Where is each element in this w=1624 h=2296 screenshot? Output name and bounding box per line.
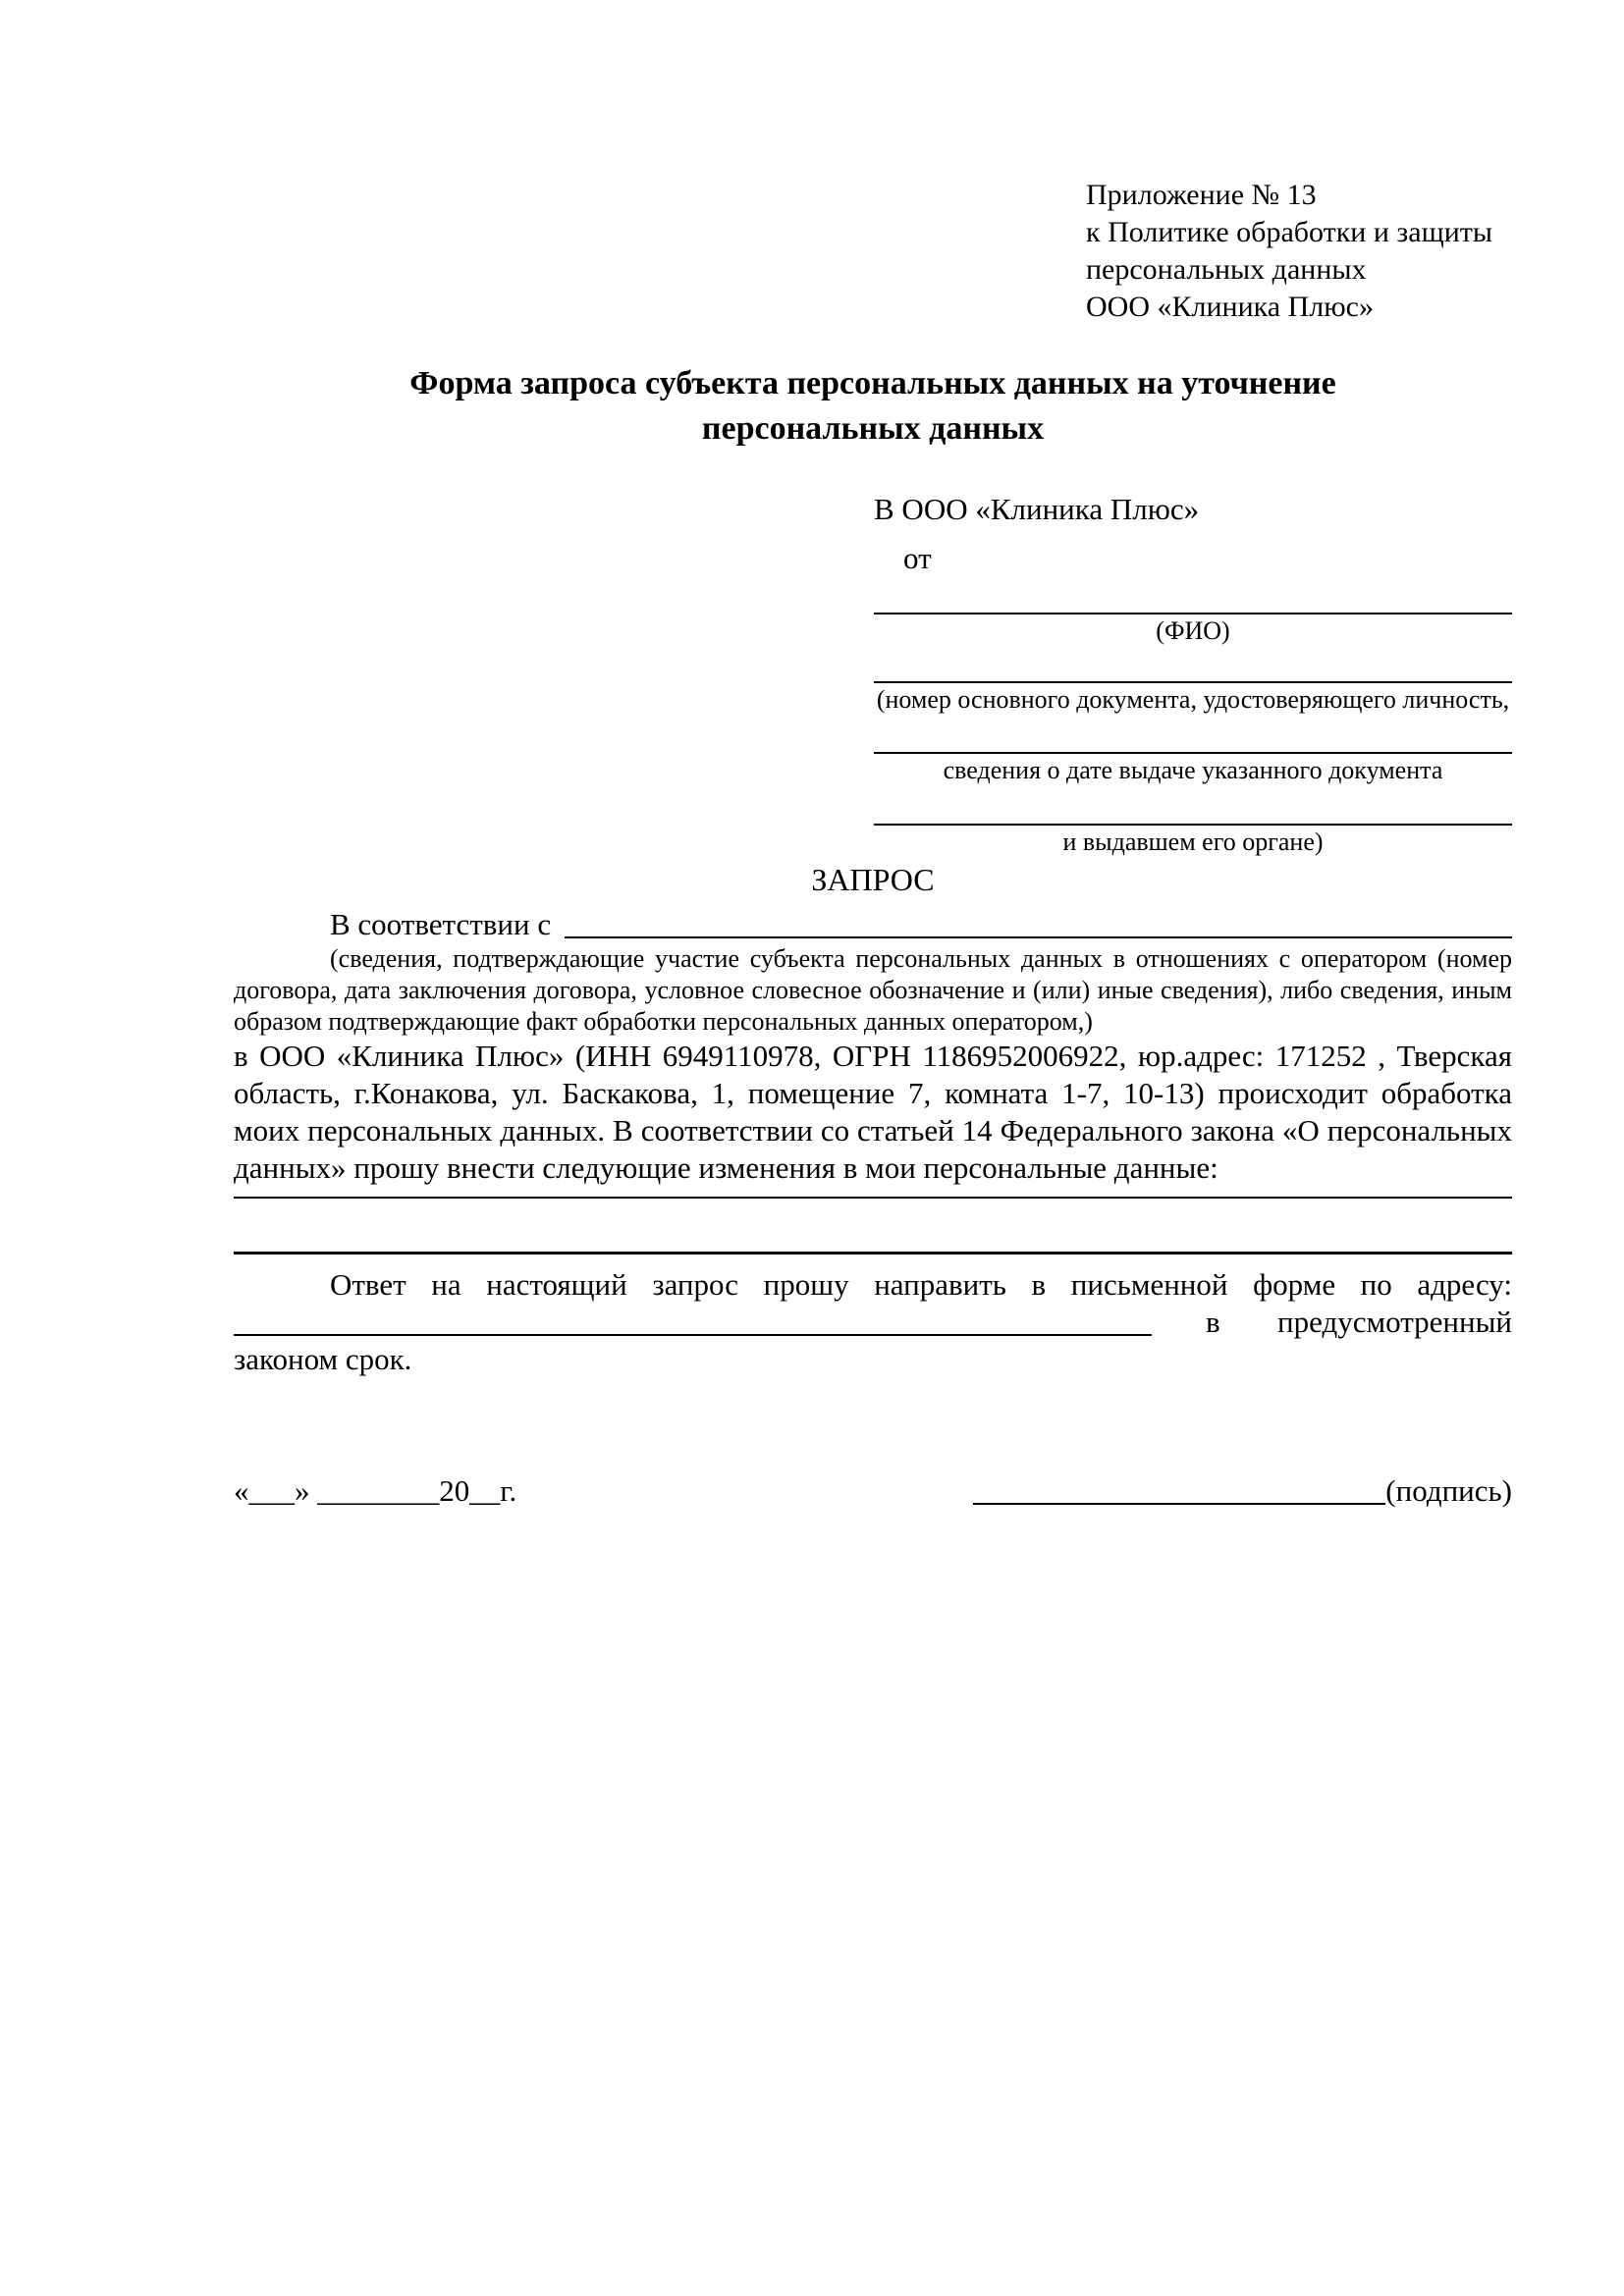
basis-blank-line bbox=[565, 936, 1512, 938]
issue-date-caption: сведения о дате выдаче указанного документа bbox=[943, 756, 1443, 784]
body-paragraph: в ООО «Клиника Плюс» (ИНН 6949110978, ОГРН 1186952006922, юр.адрес: 171252 , Тверская область, г.Конакова, ул. Баскакова, 1, помещение 7, комната 1-7, 10-13) происходит обработка моих персональных данных. В соответствии со статьей 14 Федерального закона «О персональных данных» прошу внести следующие изменения в мои персональные данные: bbox=[234, 1039, 1512, 1185]
annex-line: персональных данных bbox=[1086, 253, 1367, 286]
issuing-authority-blank-line bbox=[874, 787, 1512, 826]
annex-note bbox=[1086, 177, 1512, 326]
date-template: «___» ________20__г. bbox=[234, 1473, 517, 1508]
reply-word-v: в bbox=[1206, 1305, 1220, 1339]
fio-field bbox=[874, 577, 1512, 648]
document-number-caption: (номер основного документа, удостоверяющего личность, bbox=[876, 685, 1510, 714]
from-label: от bbox=[903, 541, 932, 575]
footer-row bbox=[234, 1472, 1512, 1510]
reply-line-3: законом срок. bbox=[234, 1342, 412, 1376]
document-title-line: Форма запроса субъекта персональных данных на уточнение bbox=[409, 365, 1336, 401]
document-number-field bbox=[874, 648, 1512, 717]
signature-blank-line bbox=[973, 1503, 1385, 1505]
reply-line-2 bbox=[234, 1304, 1512, 1341]
addressee-block bbox=[874, 491, 1512, 859]
annex-line: ООО «Клиника Плюс» bbox=[1086, 291, 1374, 323]
footnote-text: (сведения, подтверждающие участие субъекта персональных данных в отношениях с оператором (номер договора, дата заключения договора, условное словесное обозначение и (или) иные сведения), либо сведения, иным образом подтверждающие факт обработки персональных данных оператором,) bbox=[234, 944, 1512, 1036]
signature-caption: (подпись) bbox=[1385, 1473, 1512, 1508]
document-title-line: персональных данных bbox=[701, 410, 1045, 447]
reply-word-predusmotrennyj: предусмотренный bbox=[1277, 1305, 1512, 1339]
lead-label: В соответствии с bbox=[330, 907, 552, 941]
issue-date-field bbox=[874, 717, 1512, 787]
issuing-authority-caption: и выдавшем его органе) bbox=[1062, 828, 1324, 856]
lead-row bbox=[234, 906, 1512, 943]
annex-line: к Политике обработки и защиты bbox=[1086, 216, 1493, 248]
request-heading: ЗАПРОС bbox=[811, 862, 935, 897]
document-number-blank-line bbox=[874, 648, 1512, 683]
issuing-authority-field bbox=[874, 787, 1512, 859]
address-blank-line bbox=[234, 1334, 1152, 1336]
fio-caption: (ФИО) bbox=[1156, 616, 1230, 645]
signature-block bbox=[973, 1472, 1512, 1510]
changes-blank-line-1 bbox=[234, 1187, 1512, 1199]
document-title bbox=[234, 361, 1512, 452]
addressee-org: В ООО «Клиника Плюс» bbox=[874, 492, 1200, 526]
reply-line-1: Ответ на настоящий запрос прошу направить в письменной форме по адресу: bbox=[330, 1267, 1512, 1302]
changes-blank-line-2 bbox=[234, 1199, 1512, 1255]
fio-blank-line bbox=[874, 577, 1512, 614]
issue-date-blank-line bbox=[874, 717, 1512, 754]
annex-line: Приложение № 13 bbox=[1086, 179, 1317, 211]
